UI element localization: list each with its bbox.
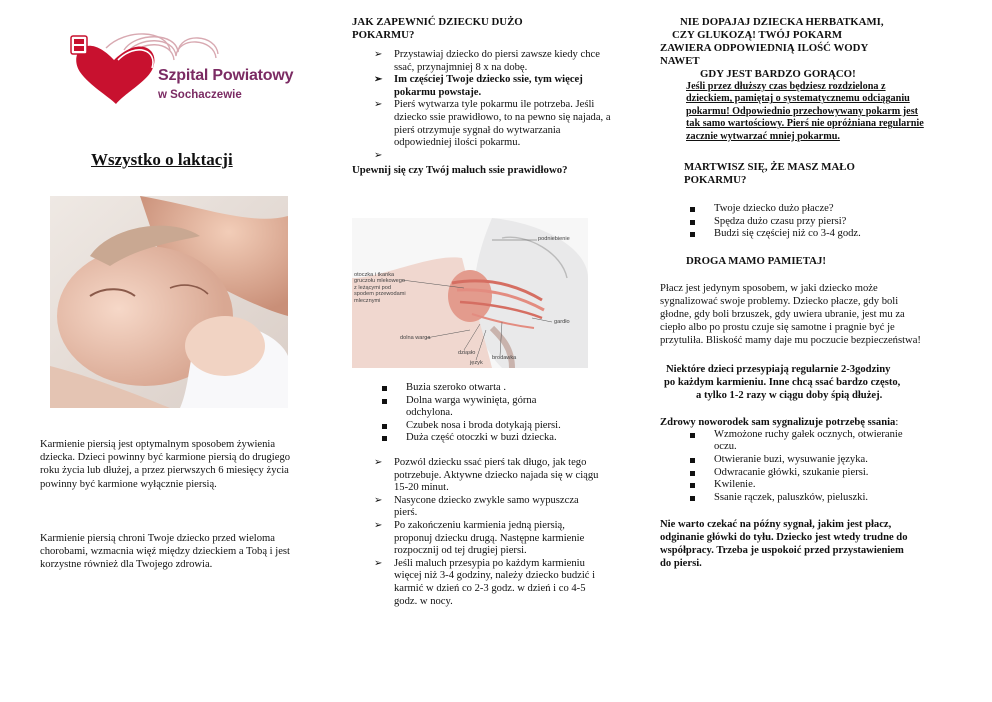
column-advice	[660, 16, 930, 570]
signals-colon: :	[895, 416, 899, 428]
arrow-bullet-icon: ➢	[374, 49, 383, 60]
list-item: Czubek nosa i broda dotykają piersi.	[352, 420, 620, 433]
empty-list-item	[352, 150, 620, 162]
list-item: Duża część otoczki w buzi dziecka.	[352, 432, 620, 445]
sleep-line: a tylko 1-2 razy w ciągu doby śpią dłużej.	[696, 389, 883, 401]
column-latch-checklist	[352, 382, 620, 608]
list-item: Dolna warga wywinięta, górna odchylona.	[352, 395, 556, 420]
crying-paragraph: Płacz jest jedynym sposobem, w jaki dziecko może sygnalizować swoje problemy. Dziecko płacze, gdy boli głodne, gdy boli brzuszek, gdy uwiera ubranie, jest mu za ciepło albo po prostu czuje się samotne i pragnie być je przytuliła. Bliskość mamy daje mu poczucie bezpieczeństwa!	[660, 282, 921, 346]
breastfeeding-photo	[50, 196, 288, 408]
list-item: ➢ Im częściej Twoje dziecko ssie, tym więcej pokarmu powstaje.	[374, 74, 583, 98]
signals-heading-text: Zdrowy noworodek sam sygnalizuje potrzebę ssania	[660, 416, 896, 428]
latch-diagram	[352, 218, 588, 368]
list-item: Buzia szeroko otwarta .	[352, 382, 620, 395]
list-item: Budzi się częściej niż co 3-4 godz.	[660, 228, 930, 241]
page-title: Wszystko o laktacji	[91, 150, 233, 169]
list-item: Ssanie rączek, paluszków, pieluszki.	[660, 492, 930, 505]
arrow-bullet-icon: ➢	[374, 149, 383, 161]
list-item: Otwieranie buzi, wysuwanie języka.	[660, 454, 930, 467]
heading-line: NIE DOPAJAJ DZIECKA HERBATKAMI,	[680, 16, 884, 28]
arrow-bullet-icon: ➢	[374, 557, 383, 569]
diagram-label: dolna warga	[400, 335, 431, 341]
heading-low-milk: MARTWISZ SIĘ, ŻE MASZ MAŁO POKARMU?	[684, 161, 855, 187]
intro-paragraph: Karmienie piersią jest optymalnym sposobem żywienia dziecka. Dzieci powinny być karmione piersią do drugiego roku życia lub dłużej, a przez pierwszych 6 miesięcy życia powinny być karmione wyłącznie piersią.	[40, 439, 291, 490]
arrow-bullet-icon: ➢	[374, 519, 383, 531]
diagram-label: dziąsło	[458, 350, 476, 356]
benefits-paragraph: Karmienie piersią chroni Twoje dziecko przed wieloma chorobami, wzmacnia więź między dzieckiem a Tobą i jest korzystne również dla Twojego zdrowia.	[40, 533, 290, 571]
sleep-paragraph	[660, 363, 922, 402]
latch-checklist	[352, 382, 620, 445]
diagram-label: gardło	[554, 319, 570, 325]
square-bullet-icon	[690, 458, 695, 463]
square-bullet-icon	[690, 483, 695, 488]
list-item: Odwracanie główki, szukanie piersi.	[660, 467, 930, 480]
diagram-label: brodawka	[492, 355, 517, 361]
square-bullet-icon	[690, 232, 695, 237]
arrow-bullet-icon: ➢	[374, 456, 383, 468]
square-bullet-icon	[382, 386, 387, 391]
list-item: Twoje dziecko dużo płacze?	[660, 203, 930, 216]
square-bullet-icon	[690, 207, 695, 212]
arrow-bullet-icon: ➢	[374, 74, 383, 86]
square-bullet-icon	[382, 399, 387, 404]
list-item: ➢ Pozwól dziecku ssać pierś tak długo, jak tego potrzebuje. Aktywne dziecko najada się w ciągu 15-20 minut.	[374, 456, 599, 494]
column-feeding-tips	[352, 16, 620, 177]
list-item: ➢ Nasycone dziecko zwykle samo wypuszcza pierś.	[374, 494, 579, 519]
heading-line: GDY JEST BARDZO GORĄCO!	[700, 68, 856, 80]
feeding-duration-list	[352, 457, 620, 608]
sleep-line: Niektóre dzieci przesypiają regularnie 2-3godziny	[666, 363, 891, 375]
square-bullet-icon	[690, 433, 695, 438]
diagram-label: język	[470, 360, 483, 366]
list-item: ➢ Jeśli maluch przesypia po każdym karmieniu więcej niż 3-4 godziny, należy dziecko budzić i karmić w dzień co 2-3 godz. w dzień i co 4-5 godz. w nocy.	[374, 557, 596, 607]
list-item: ➢ Pierś wytwarza tyle pokarmu ile potrzeba. Jeśli dziecko ssie prawidłowo, to na pewno się najada, a pierś otrzymuje sygnał do wytwarzania odpowiedniej ilości pokarmu.	[374, 99, 611, 149]
heading-line: CZY GLUKOZĄ! TWÓJ POKARM	[672, 29, 843, 41]
list-item: ➢ Przystawiaj dziecko do piersi zawsze kiedy chce ssać, przynajmniej 8 x na dobę.	[374, 49, 600, 73]
late-signal-paragraph: Nie warto czekać na późny sygnał, jakim jest płacz, odginanie główki do tyłu. Dziecko jest wtedy trudne do współpracy. Trzeba je uspokoić przed przystawieniem do piersi.	[660, 519, 908, 570]
square-bullet-icon	[690, 496, 695, 501]
list-item: ➢ Po zakończeniu karmienia jedną piersią, proponuj dziecku drugą. Następne karmienie rozpocznij od tej drugiej piersi.	[374, 519, 585, 557]
list-item: Spędza dużo czasu przy piersi?	[660, 216, 930, 229]
signals-heading	[660, 416, 910, 429]
heading-remember: DROGA MAMO PAMIETAJ!	[686, 254, 826, 267]
heading-check-latch: Upewnij się czy Twój maluch ssie prawidłowo?	[352, 163, 568, 176]
arrow-bullet-icon: ➢	[374, 494, 383, 506]
square-bullet-icon	[382, 436, 387, 441]
heading-no-tea	[660, 16, 930, 81]
diagram-label: podniebienie	[538, 236, 570, 242]
warning-paragraph: Jeśli przez dłuższy czas będziesz rozdzielona z dzieckiem, pamiętaj o systematycznemu odciąganiu pokarmu! Odpowiednio przechowywany pokarm jest tak samo wartościowy. Pierś nie opróżniana regularnie zacznie wytwarzać mniej pokarmu.	[686, 81, 924, 142]
list-item: Wzmożone ruchy gałek ocznych, otwieranie oczu.	[660, 429, 924, 454]
square-bullet-icon	[690, 220, 695, 225]
hunger-signals-list	[660, 429, 930, 505]
diagram-label: otoczka i tkanka gruczołu mlekowego z leżącymi pod spodem przewodami mlecznymi	[354, 272, 406, 304]
worries-list	[660, 203, 930, 241]
heading-more-milk: JAK ZAPEWNIĆ DZIECKU DUŻO POKARMU?	[352, 16, 523, 41]
arrow-bullet-icon: ➢	[374, 99, 383, 111]
square-bullet-icon	[382, 424, 387, 429]
feeding-tips-list	[352, 49, 620, 162]
heading-line: ZAWIERA ODPOWIEDNIĄ ILOŚĆ WODY NAWET	[660, 42, 868, 67]
logo-subtitle: w Sochaczewie	[158, 89, 242, 101]
list-item: Kwilenie.	[660, 479, 930, 492]
logo-name: Szpital Powiatowy	[158, 67, 294, 84]
square-bullet-icon	[690, 471, 695, 476]
sleep-line: po każdym karmieniu. Inne chcą ssać bardzo często,	[664, 376, 901, 388]
